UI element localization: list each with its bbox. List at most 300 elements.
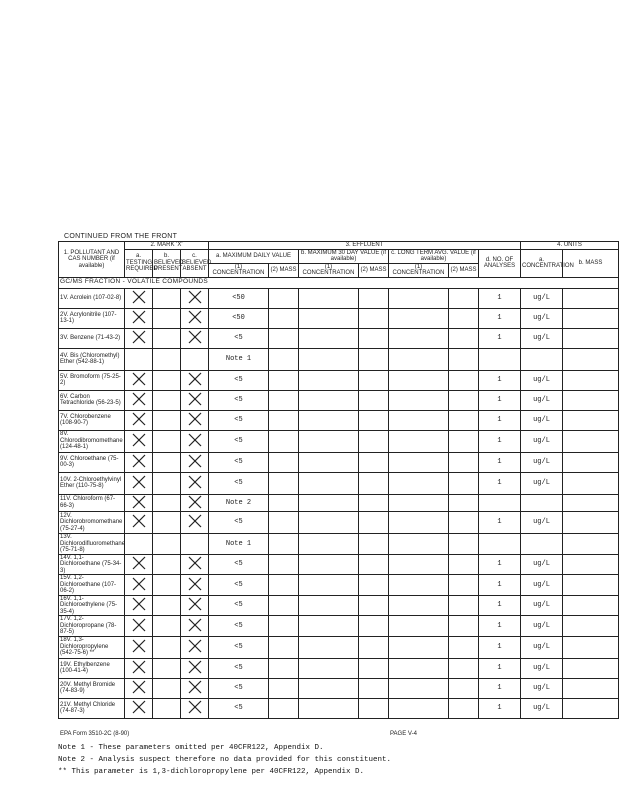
form-page <box>58 232 618 719</box>
max-daily-concentration: Note 2 <box>209 494 269 512</box>
header-mass-1: (2) MASS <box>269 263 299 277</box>
mark-c-cell <box>181 636 209 658</box>
table-row <box>59 430 619 452</box>
mark-a-cell <box>125 288 153 308</box>
pollutant-name: 15V. 1,2-Dichloroethane (107-06-2) <box>59 575 125 596</box>
no-of-analyses <box>479 348 521 370</box>
empty-cell <box>269 390 299 410</box>
empty-cell <box>359 636 389 658</box>
pollutant-name: 9V. Chloroethane (75-00-3) <box>59 452 125 472</box>
mark-c-cell <box>181 678 209 698</box>
header-max-30: b. MAXIMUM 30 DAY VALUE (if available) <box>299 249 389 263</box>
mark-a-cell <box>125 308 153 328</box>
mark-a-cell <box>125 370 153 390</box>
unit-mass <box>563 534 619 555</box>
unit-concentration: ug/L <box>521 452 563 472</box>
mark-b-cell <box>153 512 181 534</box>
empty-cell <box>269 288 299 308</box>
no-of-analyses: 1 <box>479 308 521 328</box>
no-of-analyses <box>479 534 521 555</box>
max-daily-concentration: <50 <box>209 308 269 328</box>
pollutant-name: 21V. Methyl Chloride (74-87-3) <box>59 698 125 718</box>
empty-cell <box>449 698 479 718</box>
empty-cell <box>299 616 359 637</box>
x-mark-icon <box>188 402 202 408</box>
max-daily-concentration: <5 <box>209 328 269 348</box>
x-mark-icon <box>188 670 202 676</box>
table-row <box>59 472 619 494</box>
unit-mass <box>563 430 619 452</box>
table-row <box>59 370 619 390</box>
empty-cell <box>359 512 389 534</box>
x-mark-icon <box>132 690 146 696</box>
no-of-analyses: 1 <box>479 390 521 410</box>
mark-c-cell <box>181 348 209 370</box>
unit-mass <box>563 512 619 534</box>
x-mark-icon <box>188 524 202 530</box>
x-mark-icon <box>132 524 146 530</box>
x-mark-icon <box>188 320 202 326</box>
empty-cell <box>389 512 449 534</box>
empty-cell <box>449 658 479 678</box>
max-daily-concentration: <5 <box>209 512 269 534</box>
empty-cell <box>299 348 359 370</box>
mark-b-cell <box>153 328 181 348</box>
max-daily-concentration: <5 <box>209 575 269 596</box>
empty-cell <box>449 494 479 512</box>
empty-cell <box>359 595 389 616</box>
empty-cell <box>299 494 359 512</box>
no-of-analyses: 1 <box>479 698 521 718</box>
empty-cell <box>389 678 449 698</box>
empty-cell <box>449 512 479 534</box>
table-row <box>59 534 619 555</box>
max-daily-concentration: <5 <box>209 370 269 390</box>
empty-cell <box>269 678 299 698</box>
unit-concentration: ug/L <box>521 390 563 410</box>
mark-b-cell <box>153 554 181 575</box>
mark-a-cell <box>125 636 153 658</box>
header-mark: 2. MARK 'X' <box>125 242 209 250</box>
pollutant-table <box>58 241 619 719</box>
unit-concentration: ug/L <box>521 636 563 658</box>
pollutant-name: 12V. Dichlorobromomethane (75-27-4) <box>59 512 125 534</box>
empty-cell <box>299 430 359 452</box>
empty-cell <box>449 370 479 390</box>
unit-mass <box>563 575 619 596</box>
x-mark-icon <box>132 320 146 326</box>
mark-c-cell <box>181 328 209 348</box>
x-mark-icon <box>132 607 146 613</box>
note-3: ** This parameter is 1,3-dichloropropylene per 40CFR122, Appendix D. <box>58 768 365 776</box>
no-of-analyses: 1 <box>479 452 521 472</box>
note-1: Note 1 - These parameters omitted per 40CFR122, Appendix D. <box>58 744 324 752</box>
max-daily-concentration: <5 <box>209 658 269 678</box>
unit-mass <box>563 678 619 698</box>
empty-cell <box>269 328 299 348</box>
unit-mass <box>563 288 619 308</box>
empty-cell <box>389 348 449 370</box>
empty-cell <box>389 658 449 678</box>
max-daily-concentration: <5 <box>209 595 269 616</box>
empty-cell <box>269 636 299 658</box>
mark-b-cell <box>153 288 181 308</box>
empty-cell <box>299 678 359 698</box>
mark-a-cell <box>125 616 153 637</box>
empty-cell <box>269 494 299 512</box>
x-mark-icon <box>132 464 146 470</box>
empty-cell <box>359 430 389 452</box>
table-row <box>59 616 619 637</box>
empty-cell <box>269 348 299 370</box>
table-row <box>59 636 619 658</box>
pollutant-name: 1V. Acrolein (107-02-8) <box>59 288 125 308</box>
no-of-analyses: 1 <box>479 575 521 596</box>
header-mass-3: (2) MASS <box>449 263 479 277</box>
mark-c-cell <box>181 308 209 328</box>
max-daily-concentration: <5 <box>209 636 269 658</box>
table-row <box>59 698 619 718</box>
empty-cell <box>269 534 299 555</box>
unit-mass <box>563 658 619 678</box>
mark-a-cell <box>125 534 153 555</box>
pollutant-name: 4V. Bis (Chloromethyl) Ether (542-88-1) <box>59 348 125 370</box>
no-of-analyses: 1 <box>479 370 521 390</box>
unit-concentration: ug/L <box>521 554 563 575</box>
header-conc-1: (1) CONCENTRATION <box>209 263 269 277</box>
pollutant-name: 17V. 1,2-Dichloropropane (78-87-5) <box>59 616 125 637</box>
no-of-analyses: 1 <box>479 678 521 698</box>
no-of-analyses: 1 <box>479 554 521 575</box>
header-pollutant: 1. POLLUTANT AND CAS NUMBER (if available) <box>59 242 125 278</box>
unit-mass <box>563 308 619 328</box>
header-conc-3: (1) CONCENTRATION <box>389 263 449 277</box>
x-mark-icon <box>188 710 202 716</box>
empty-cell <box>269 370 299 390</box>
unit-concentration: ug/L <box>521 658 563 678</box>
empty-cell <box>389 472 449 494</box>
unit-mass <box>563 494 619 512</box>
header-long-term: c. LONG TERM AVG. VALUE (if available) <box>389 249 479 263</box>
empty-cell <box>359 698 389 718</box>
empty-cell <box>299 308 359 328</box>
table-row <box>59 658 619 678</box>
empty-cell <box>299 390 359 410</box>
empty-cell <box>389 308 449 328</box>
empty-cell <box>299 472 359 494</box>
empty-cell <box>299 452 359 472</box>
pollutant-name: 14V. 1,1-Dichloroethane (75-34-3) <box>59 554 125 575</box>
empty-cell <box>389 494 449 512</box>
section-label: GC/MS FRACTION - VOLATILE COMPOUNDS <box>59 277 619 288</box>
mark-b-cell <box>153 616 181 637</box>
mark-a-cell <box>125 348 153 370</box>
mark-a-cell <box>125 658 153 678</box>
mark-a-cell <box>125 472 153 494</box>
mark-c-cell <box>181 288 209 308</box>
header-no-analyses: d. NO. OF ANALYSES <box>479 249 521 277</box>
pollutant-name: 8V. Chlorodibromomethane (124-48-1) <box>60 431 123 451</box>
x-mark-icon <box>132 443 146 449</box>
x-mark-icon <box>188 464 202 470</box>
empty-cell <box>389 430 449 452</box>
max-daily-concentration: <5 <box>209 616 269 637</box>
mark-a-cell <box>125 390 153 410</box>
unit-mass <box>563 370 619 390</box>
empty-cell <box>449 636 479 658</box>
unit-concentration: ug/L <box>521 616 563 637</box>
table-row <box>59 288 619 308</box>
empty-cell <box>359 472 389 494</box>
mark-b-cell <box>153 472 181 494</box>
table-row <box>59 554 619 575</box>
mark-b-cell <box>153 410 181 430</box>
header-unit-conc: a. CONCENTRATION <box>521 249 563 277</box>
unit-concentration: ug/L <box>521 575 563 596</box>
empty-cell <box>269 595 299 616</box>
empty-cell <box>359 534 389 555</box>
pollutant-name: 6V. Carbon Tetrachloride (56-23-5) <box>59 390 125 410</box>
empty-cell <box>299 370 359 390</box>
table-row <box>59 494 619 512</box>
page-id: PAGE V-4 <box>390 731 417 737</box>
pollutant-rows <box>59 277 619 718</box>
x-mark-icon <box>188 566 202 572</box>
unit-concentration: ug/L <box>521 288 563 308</box>
x-mark-icon <box>188 300 202 306</box>
x-mark-icon <box>188 340 202 346</box>
unit-mass <box>563 636 619 658</box>
empty-cell <box>269 472 299 494</box>
no-of-analyses: 1 <box>479 410 521 430</box>
empty-cell <box>449 288 479 308</box>
empty-cell <box>389 328 449 348</box>
max-daily-concentration: <5 <box>209 678 269 698</box>
unit-mass <box>563 328 619 348</box>
mark-b-cell <box>153 308 181 328</box>
unit-mass <box>563 472 619 494</box>
empty-cell <box>449 678 479 698</box>
mark-c-cell <box>181 554 209 575</box>
mark-b-cell <box>153 636 181 658</box>
unit-concentration <box>521 494 563 512</box>
empty-cell <box>449 410 479 430</box>
mark-b-cell <box>153 390 181 410</box>
table-row <box>59 512 619 534</box>
header-conc-2: (1) CONCENTRATION <box>299 263 359 277</box>
empty-cell <box>449 452 479 472</box>
unit-concentration: ug/L <box>521 370 563 390</box>
max-daily-concentration: <5 <box>209 452 269 472</box>
x-mark-icon <box>188 690 202 696</box>
empty-cell <box>269 575 299 596</box>
table-row <box>59 678 619 698</box>
empty-cell <box>389 595 449 616</box>
empty-cell <box>359 288 389 308</box>
x-mark-icon <box>132 505 146 511</box>
unit-concentration: ug/L <box>521 328 563 348</box>
header-mass-2: (2) MASS <box>359 263 389 277</box>
empty-cell <box>389 616 449 637</box>
pollutant-name: 13V. Dichlorodifluoromethane (75-71-8) <box>60 534 126 553</box>
note-2: Note 2 - Analysis suspect therefore no data provided for this constituent. <box>58 756 392 764</box>
table-row <box>59 595 619 616</box>
mark-b-cell <box>153 575 181 596</box>
mark-c-cell <box>181 370 209 390</box>
empty-cell <box>389 410 449 430</box>
mark-c-cell <box>181 390 209 410</box>
empty-cell <box>449 308 479 328</box>
empty-cell <box>449 348 479 370</box>
unit-concentration: ug/L <box>521 698 563 718</box>
unit-mass <box>563 554 619 575</box>
unit-mass <box>563 698 619 718</box>
max-daily-concentration: Note 1 <box>209 348 269 370</box>
mark-a-cell <box>125 678 153 698</box>
empty-cell <box>449 472 479 494</box>
empty-cell <box>449 534 479 555</box>
mark-c-cell <box>181 534 209 555</box>
empty-cell <box>389 698 449 718</box>
empty-cell <box>389 554 449 575</box>
header-mark-a: a. TESTING REQUIRED <box>125 249 153 277</box>
empty-cell <box>389 370 449 390</box>
max-daily-concentration: <5 <box>209 390 269 410</box>
pollutant-name: 3V. Benzene (71-43-2) <box>59 328 125 348</box>
pollutant-name: 20V. Methyl Bromide (74-83-9) <box>59 678 125 698</box>
x-mark-icon <box>132 710 146 716</box>
x-mark-icon <box>132 300 146 306</box>
header-max-daily: a. MAXIMUM DAILY VALUE <box>209 249 299 263</box>
max-daily-concentration: <5 <box>209 554 269 575</box>
mark-a-cell <box>125 410 153 430</box>
no-of-analyses: 1 <box>479 595 521 616</box>
unit-concentration <box>521 534 563 555</box>
empty-cell <box>269 554 299 575</box>
empty-cell <box>299 636 359 658</box>
mark-c-cell <box>181 512 209 534</box>
mark-c-cell <box>181 658 209 678</box>
unit-concentration: ug/L <box>521 595 563 616</box>
x-mark-icon <box>132 628 146 634</box>
mark-b-cell <box>153 698 181 718</box>
mark-c-cell <box>181 430 209 452</box>
x-mark-icon <box>132 670 146 676</box>
empty-cell <box>299 512 359 534</box>
notes <box>58 742 391 778</box>
x-mark-icon <box>132 485 146 491</box>
x-mark-icon <box>132 649 146 655</box>
mark-b-cell <box>153 348 181 370</box>
empty-cell <box>299 595 359 616</box>
empty-cell <box>269 658 299 678</box>
mark-b-cell <box>153 370 181 390</box>
empty-cell <box>389 288 449 308</box>
mark-a-cell <box>125 430 153 452</box>
unit-mass <box>563 390 619 410</box>
empty-cell <box>389 575 449 596</box>
header-unit-mass: b. MASS <box>563 249 619 277</box>
empty-cell <box>269 308 299 328</box>
empty-cell <box>449 616 479 637</box>
empty-cell <box>359 658 389 678</box>
unit-concentration: ug/L <box>521 430 563 452</box>
pollutant-name: 10V. 2-Chloroethylvinyl Ether (110-75-8) <box>59 472 125 494</box>
header-units: 4. UNITS <box>521 242 619 250</box>
header-effluent: 3. EFFLUENT <box>209 242 521 250</box>
max-daily-concentration: <5 <box>209 410 269 430</box>
x-mark-icon <box>188 422 202 428</box>
max-daily-concentration: <5 <box>209 472 269 494</box>
mark-a-cell <box>125 452 153 472</box>
empty-cell <box>359 410 389 430</box>
unit-concentration: ug/L <box>521 308 563 328</box>
mark-b-cell <box>153 430 181 452</box>
mark-a-cell <box>125 554 153 575</box>
max-daily-concentration: <50 <box>209 288 269 308</box>
empty-cell <box>449 595 479 616</box>
empty-cell <box>359 348 389 370</box>
table-row <box>59 452 619 472</box>
empty-cell <box>359 452 389 472</box>
no-of-analyses: 1 <box>479 328 521 348</box>
table-row <box>59 390 619 410</box>
mark-c-cell <box>181 452 209 472</box>
unit-concentration: ug/L <box>521 472 563 494</box>
unit-concentration: ug/L <box>521 678 563 698</box>
pollutant-name: 11V. Chloroform (67-66-3) <box>59 494 125 512</box>
empty-cell <box>449 328 479 348</box>
empty-cell <box>449 390 479 410</box>
no-of-analyses: 1 <box>479 616 521 637</box>
unit-concentration: ug/L <box>521 410 563 430</box>
mark-a-cell <box>125 512 153 534</box>
continued-label: CONTINUED FROM THE FRONT <box>64 233 178 240</box>
empty-cell <box>449 430 479 452</box>
x-mark-icon <box>132 382 146 388</box>
empty-cell <box>269 430 299 452</box>
x-mark-icon <box>188 649 202 655</box>
mark-a-cell <box>125 595 153 616</box>
x-mark-icon <box>188 443 202 449</box>
x-mark-icon <box>188 505 202 511</box>
empty-cell <box>359 575 389 596</box>
empty-cell <box>299 328 359 348</box>
empty-cell <box>389 636 449 658</box>
empty-cell <box>269 452 299 472</box>
pollutant-name: 19V. Ethylbenzene (100-41-4) <box>59 658 125 678</box>
mark-b-cell <box>153 678 181 698</box>
mark-b-cell <box>153 534 181 555</box>
max-daily-concentration: <5 <box>209 430 269 452</box>
x-mark-icon <box>188 382 202 388</box>
x-mark-icon <box>188 607 202 613</box>
empty-cell <box>359 678 389 698</box>
header-mark-b: b. BELIEVED PRESENT <box>153 249 181 277</box>
x-mark-icon <box>188 628 202 634</box>
no-of-analyses: 1 <box>479 658 521 678</box>
empty-cell <box>269 410 299 430</box>
x-mark-icon <box>188 485 202 491</box>
empty-cell <box>389 452 449 472</box>
mark-c-cell <box>181 472 209 494</box>
unit-mass <box>563 410 619 430</box>
empty-cell <box>269 616 299 637</box>
empty-cell <box>389 390 449 410</box>
x-mark-icon <box>132 402 146 408</box>
empty-cell <box>299 410 359 430</box>
header-mark-c: c. BELIEVED ABSENT <box>181 249 209 277</box>
